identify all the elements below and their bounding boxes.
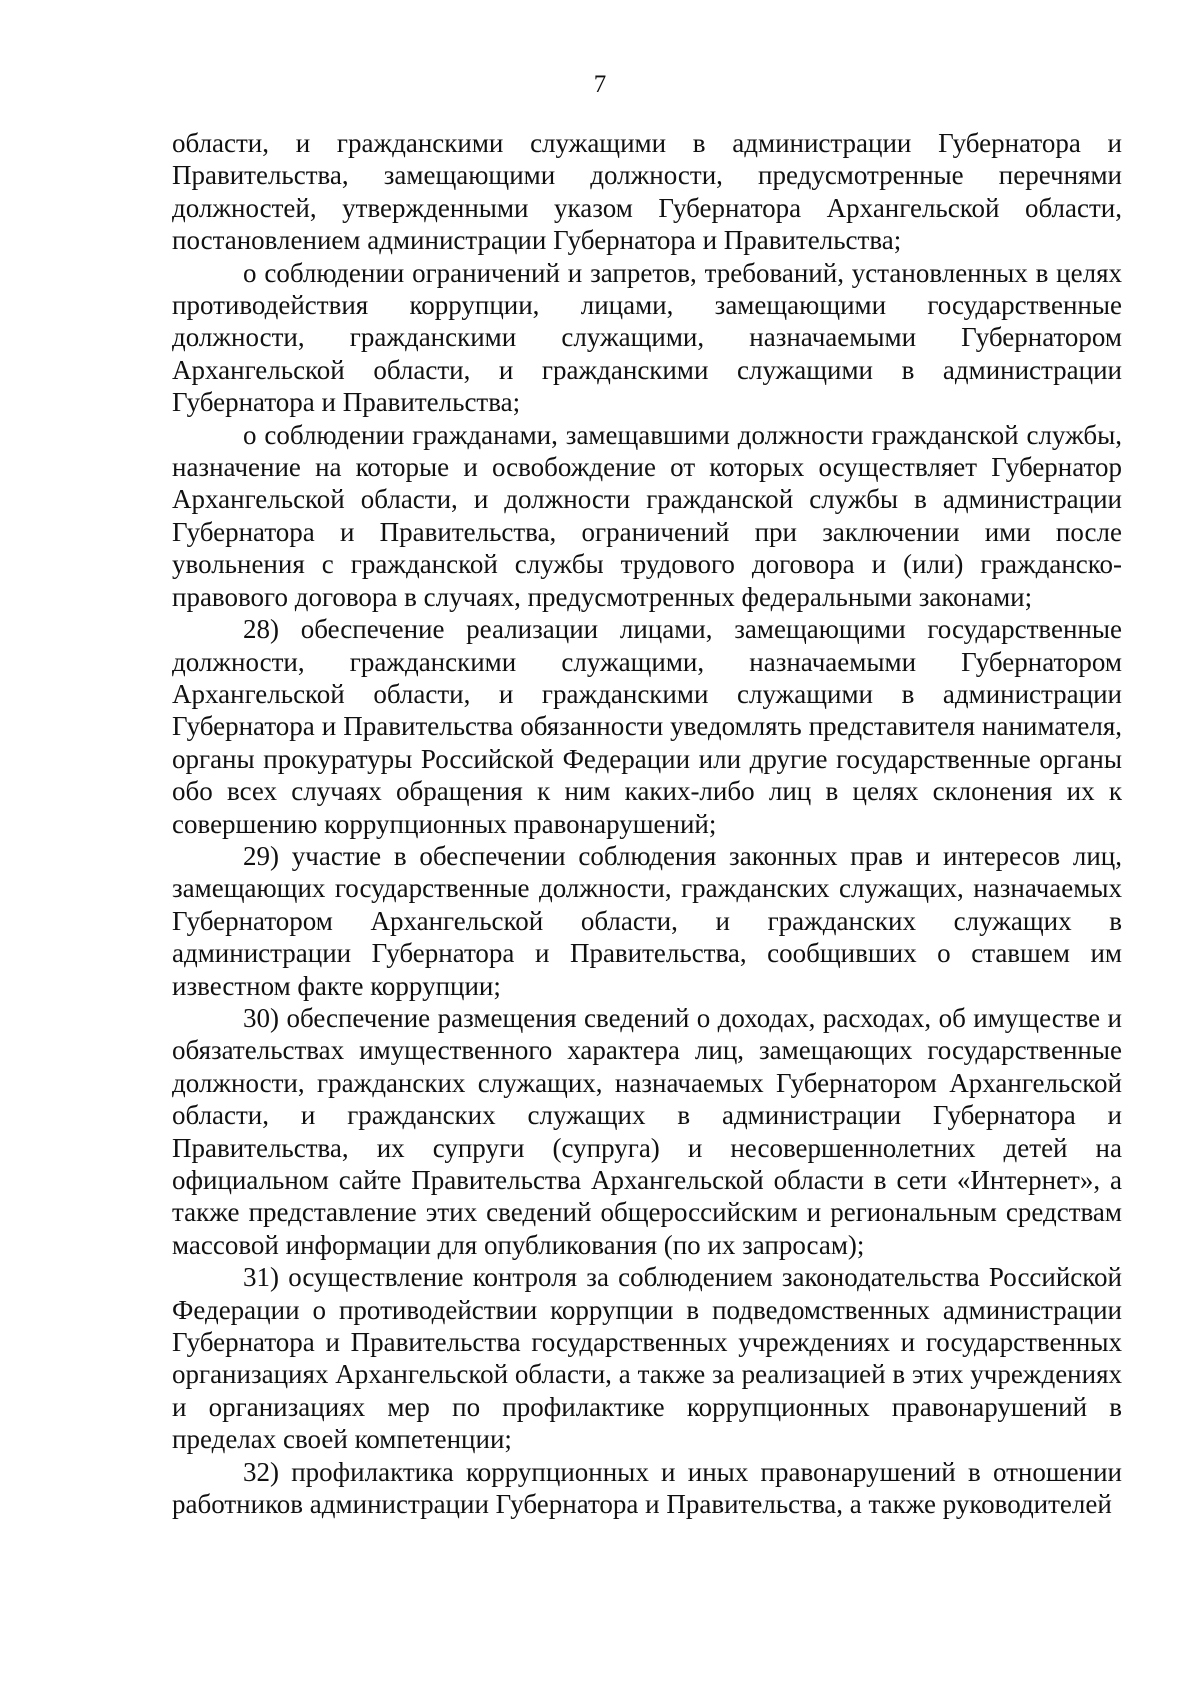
paragraph-item-29: 29) участие в обеспечении соблюдения законных прав и интересов лиц, замещающих государственные должности, гражданских служащих, назначаемых Губернатором Архангельской области, и гражданских служащих в администрации Губернатора и Правительства, сообщивших о ставшем им известном факте коррупции;	[172, 840, 1122, 1001]
page-number: 7	[593, 71, 607, 98]
document-body	[172, 127, 1122, 1520]
paragraph-item-28: 28) обеспечение реализации лицами, замещающими государственные должности, гражданскими служащими, назначаемыми Губернатором Архангельской области, и гражданскими служащими в администрации Губернатора и Правительства обязанности уведомлять представителя нанимателя, органы прокуратуры Российской Федерации или другие государственные органы обо всех случаях обращения к ним каких-либо лиц в целях склонения их к совершению коррупционных правонарушений;	[172, 614, 1122, 839]
paragraph: о соблюдении гражданами, замещавшими должности гражданской службы, назначение на которые и освобождение от которых осуществляет Губернатор Архангельской области, и должности гражданской службы в администрации Губернатора и Правительства, ограничений при заключении ими после увольнения с гражданской службы трудового договора и (или) гражданско-правового договора в случаях, предусмотренных федеральными законами;	[172, 419, 1122, 612]
paragraph-item-32: 32) профилактика коррупционных и иных правонарушений в отношении работников администрации Губернатора и Правительства, а также руководителей	[172, 1456, 1122, 1520]
paragraph: о соблюдении ограничений и запретов, требований, установленных в целях противодействия коррупции, лицами, замещающими государственные должности, гражданскими служащими, назначаемыми Губернатором Архангельской области, и гражданскими служащими в администрации Губернатора и Правительства;	[172, 257, 1122, 418]
paragraph-item-30: 30) обеспечение размещения сведений о доходах, расходах, об имуществе и обязательствах имущественного характера лиц, замещающих государственные должности, гражданских служащих, назначаемых Губернатором Архангельской области, и гражданских служащих в администрации Губернатора и Правительства, их супруги (супруга) и несовершеннолетних детей на официальном сайте Правительства Архангельской области в сети «Интернет», а также представление этих сведений общероссийским и региональным средствам массовой информации для опубликования (по их запросам);	[172, 1002, 1122, 1260]
paragraph-item-31: 31) осуществление контроля за соблюдением законодательства Российской Федерации о противодействии коррупции в подведомственных администрации Губернатора и Правительства государственных учреждениях и государственных организациях Архангельской области, а также за реализацией в этих учреждениях и организациях мер по профилактике коррупционных правонарушений в пределах своей компетенции;	[172, 1262, 1122, 1455]
paragraph-continuation: области, и гражданскими служащими в администрации Губернатора и Правительства, замещающими должности, предусмотренные перечнями должностей, утвержденными указом Губернатора Архангельской области, постановлением администрации Губернатора и Правительства;	[172, 128, 1122, 256]
